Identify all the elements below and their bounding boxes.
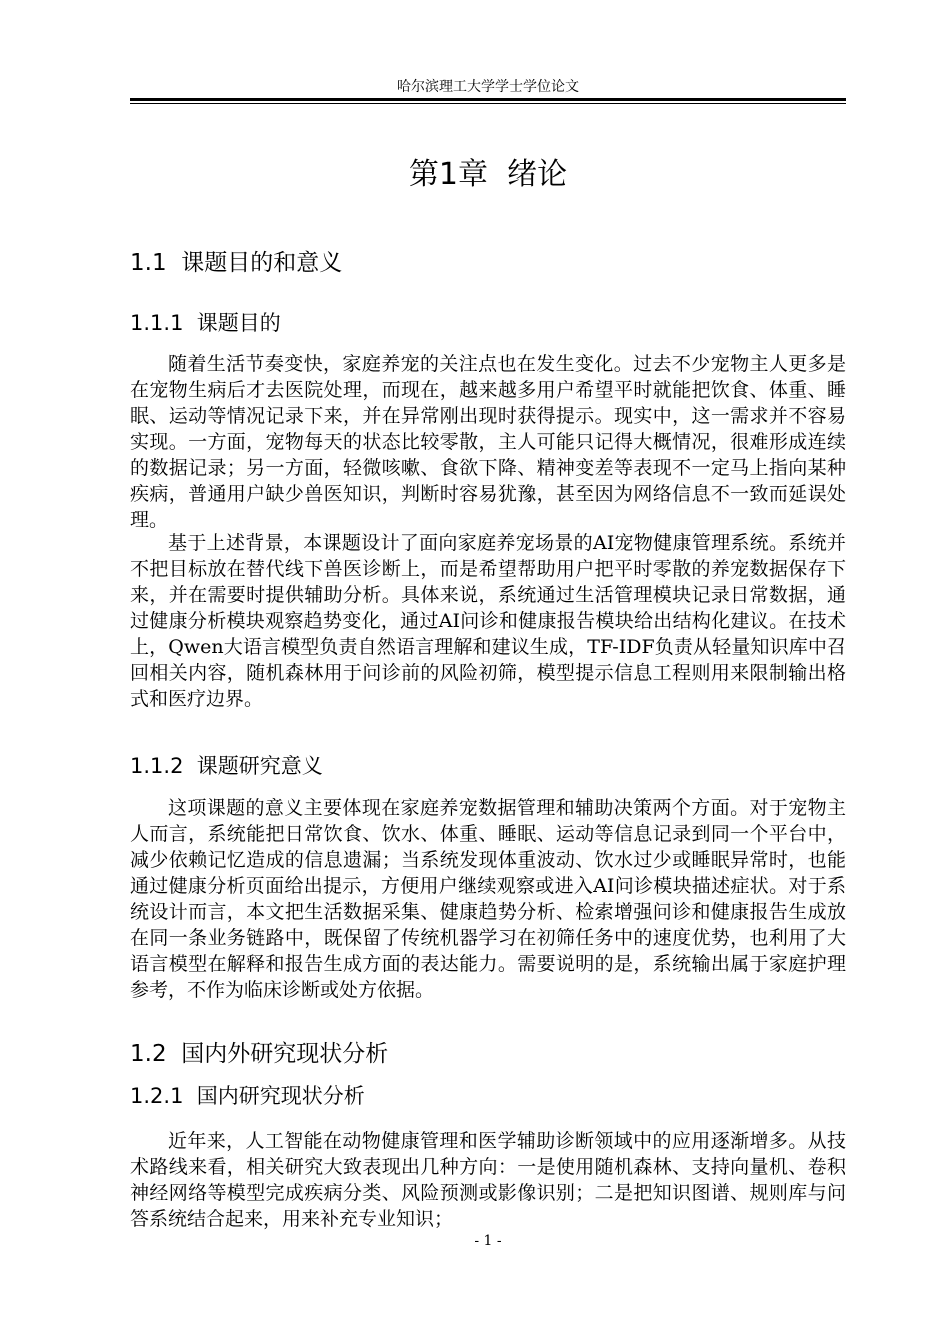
- header-rule-thin: [130, 103, 846, 104]
- paragraph-1-2-1: 近年来，人工智能在动物健康管理和医学辅助诊断领域中的应用逐渐增多。从技术路线来看，相关研究大致表现出几种方向：一是使用随机森林、支持向量机、卷积神经网络等模型完成疾病分类、风险预测或影像识别；二是把知识图谱、规则库与问答系统结合起来，用来补充专业知识；: [130, 1130, 846, 1230]
- section-heading-1-1-1: 1.1.1 课题目的: [130, 311, 281, 335]
- section-heading-1-2-1: 1.2.1 国内研究现状分析: [130, 1084, 365, 1108]
- section-heading-1-1: 1.1 课题目的和意义: [130, 250, 343, 276]
- header-rule-thick: [130, 98, 846, 101]
- running-header: 哈尔滨理工大学学士学位论文: [397, 79, 579, 95]
- page-number: - 1 -: [474, 1233, 502, 1249]
- section-heading-1-1-2: 1.1.2 课题研究意义: [130, 754, 323, 778]
- section-heading-1-2: 1.2 国内外研究现状分析: [130, 1041, 389, 1067]
- chapter-title: 第1章 绪论: [408, 157, 568, 192]
- paragraph-1-1-1-b: 基于上述背景，本课题设计了面向家庭养宠场景的AI宠物健康管理系统。系统并不把目标放在替代线下兽医诊断上，而是希望帮助用户把平时零散的养宠数据保存下来，并在需要时提供辅助分析。具体来说，系统通过生活管理模块记录日常数据，通过健康分析模块观察趋势变化，通过AI问诊和健康报告模块给出结构化建议。在技术上，Qwen大语言模型负责自然语言理解和建议生成，TF-IDF负责从轻量知识库中召回相关内容，随机森林用于问诊前的风险初筛，模型提示信息工程则用来限制输出格式和医疗边界。: [130, 532, 846, 710]
- paragraph-1-1-2: 这项课题的意义主要体现在家庭养宠数据管理和辅助决策两个方面。对于宠物主人而言，系统能把日常饮食、饮水、体重、睡眠、运动等信息记录到同一个平台中，减少依赖记忆造成的信息遗漏；当系统发现体重波动、饮水过少或睡眠异常时，也能通过健康分析页面给出提示，方便用户继续观察或进入AI问诊模块描述症状。对于系统设计而言，本文把生活数据采集、健康趋势分析、检索增强问诊和健康报告生成放在同一条业务链路中，既保留了传统机器学习在初筛任务中的速度优势，也利用了大语言模型在解释和报告生成方面的表达能力。需要说明的是，系统输出属于家庭护理参考，不作为临床诊断或处方依据。: [130, 797, 846, 1001]
- paragraph-1-1-1-a: 随着生活节奏变快，家庭养宠的关注点也在发生变化。过去不少宠物主人更多是在宠物生病后才去医院处理，而现在，越来越多用户希望平时就能把饮食、体重、睡眠、运动等情况记录下来，并在异常刚出现时获得提示。现实中，这一需求并不容易实现。一方面，宠物每天的状态比较零散，主人可能只记得大概情况，很难形成连续的数据记录；另一方面，轻微咳嗽、食欲下降、精神变差等表现不一定马上指向某种疾病，普通用户缺少兽医知识，判断时容易犹豫，甚至因为网络信息不一致而延误处理。: [130, 353, 846, 531]
